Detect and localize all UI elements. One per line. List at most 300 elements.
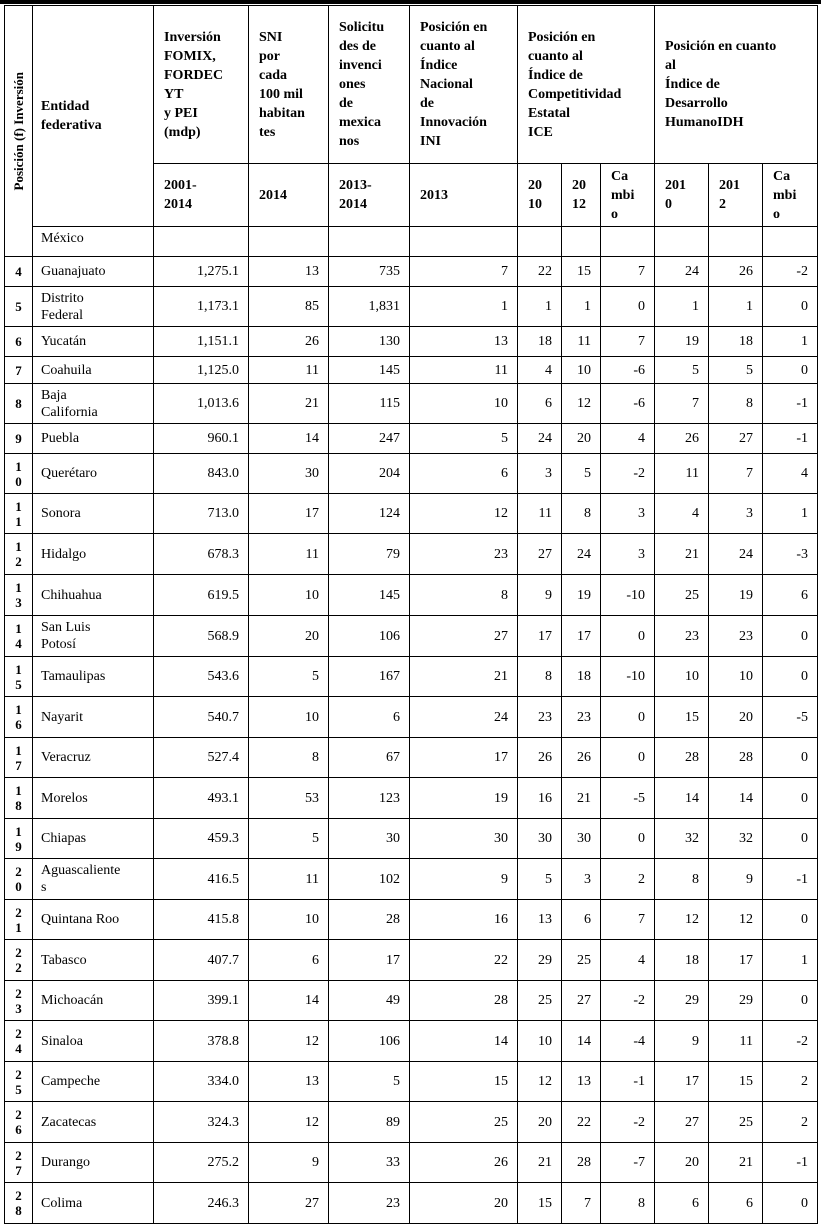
ice-change-cell: 3 xyxy=(601,534,655,575)
ice-2012-cell: 3 xyxy=(562,859,601,900)
ini-cell: 16 xyxy=(410,900,518,940)
ice-2010-cell: 25 xyxy=(518,981,562,1021)
position-cell: 2 5 xyxy=(5,1062,33,1102)
idh-2012-cell: 8 xyxy=(709,384,763,424)
entity-cell: San Luis Potosí xyxy=(33,616,154,657)
ice-change-cell: -1 xyxy=(601,1062,655,1102)
entity-cell: Chihuahua xyxy=(33,575,154,616)
investment-cell: 324.3 xyxy=(154,1102,249,1143)
ini-cell: 5 xyxy=(410,424,518,454)
table-row xyxy=(5,384,818,424)
ice-2012-cell: 27 xyxy=(562,981,601,1021)
idh-2012-cell: 3 xyxy=(709,494,763,534)
ice-change-cell: -2 xyxy=(601,454,655,494)
ini-header: Posición en cuanto al Índice Nacional de Innovación INI xyxy=(410,6,518,164)
ice-2010-cell: 30 xyxy=(518,819,562,859)
table-row xyxy=(5,357,818,384)
entity-cell: Yucatán xyxy=(33,327,154,357)
applications-cell: 115 xyxy=(329,384,410,424)
position-cell: 6 xyxy=(5,327,33,357)
investment-cell: 960.1 xyxy=(154,424,249,454)
position-cell: 1 4 xyxy=(5,616,33,657)
ice-change-cell: -7 xyxy=(601,1143,655,1183)
sni-cell: 27 xyxy=(249,1183,329,1224)
idh-change-cell: 0 xyxy=(763,819,818,859)
entity-cell: Michoacán xyxy=(33,981,154,1021)
ini-year: 2013 xyxy=(410,164,518,227)
header-row xyxy=(5,6,818,164)
idh-change-cell: 1 xyxy=(763,494,818,534)
applications-cell: 247 xyxy=(329,424,410,454)
ice-2010: 20 10 xyxy=(518,164,562,227)
idh-change-cell: 0 xyxy=(763,287,818,327)
sni-cell: 6 xyxy=(249,940,329,981)
entity-cell: Puebla xyxy=(33,424,154,454)
entity-cell: Sonora xyxy=(33,494,154,534)
sni-cell: 12 xyxy=(249,1021,329,1062)
idh-2012-cell: 6 xyxy=(709,1183,763,1224)
table-row xyxy=(5,778,818,819)
ice-change-cell: 8 xyxy=(601,1183,655,1224)
sni-cell: 30 xyxy=(249,454,329,494)
ice-change-cell: 7 xyxy=(601,257,655,287)
entity-cell: Tamaulipas xyxy=(33,657,154,697)
idh-change-cell: 0 xyxy=(763,616,818,657)
ice-2010-cell: 15 xyxy=(518,1183,562,1224)
investment-cell: 459.3 xyxy=(154,819,249,859)
ice-change-cell: 3 xyxy=(601,494,655,534)
ice-2012-cell: 26 xyxy=(562,738,601,778)
ice-change-cell: 7 xyxy=(601,327,655,357)
ice-2010-cell: 5 xyxy=(518,859,562,900)
idh-2012-cell: 17 xyxy=(709,940,763,981)
ice-change-cell: 0 xyxy=(601,819,655,859)
idh-2012: 201 2 xyxy=(709,164,763,227)
entity-cell: Durango xyxy=(33,1143,154,1183)
ice-2012-cell: 15 xyxy=(562,257,601,287)
table-row xyxy=(5,424,818,454)
sni-cell: 10 xyxy=(249,575,329,616)
applications-cell: 28 xyxy=(329,900,410,940)
table-row xyxy=(5,738,818,778)
ice-change-cell: -2 xyxy=(601,981,655,1021)
ice-2012-cell: 19 xyxy=(562,575,601,616)
ice-change-cell: 4 xyxy=(601,424,655,454)
idh-2010-cell: 29 xyxy=(655,981,709,1021)
sni-cell: 11 xyxy=(249,534,329,575)
ice-2010-cell: 20 xyxy=(518,1102,562,1143)
idh-2012-cell: 14 xyxy=(709,778,763,819)
ini-cell: 28 xyxy=(410,981,518,1021)
applications-cell: 1,831 xyxy=(329,287,410,327)
ice-2012-cell: 6 xyxy=(562,900,601,940)
ice-2012-cell: 7 xyxy=(562,1183,601,1224)
position-header-label: Posición (f) Inversión xyxy=(11,71,26,191)
investment-cell: 568.9 xyxy=(154,616,249,657)
idh-change-cell: -2 xyxy=(763,257,818,287)
idh-change-cell: 0 xyxy=(763,657,818,697)
idh-2010-cell: 21 xyxy=(655,534,709,575)
idh-change-cell: 6 xyxy=(763,575,818,616)
idh-2010-cell: 14 xyxy=(655,778,709,819)
applications-cell: 67 xyxy=(329,738,410,778)
investment-cell: 415.8 xyxy=(154,900,249,940)
applications-cell: 102 xyxy=(329,859,410,900)
applications-cell: 124 xyxy=(329,494,410,534)
idh-2012-cell: 28 xyxy=(709,738,763,778)
data-table xyxy=(4,5,818,1224)
sni-header: SNI por cada 100 mil habitan tes xyxy=(249,6,329,164)
ice-header: Posición en cuanto al Índice de Competitividad Estatal ICE xyxy=(518,6,655,164)
ice-change-cell: 0 xyxy=(601,616,655,657)
idh-2010-cell: 6 xyxy=(655,1183,709,1224)
ice-change-cell: 4 xyxy=(601,940,655,981)
idh-2010-cell: 26 xyxy=(655,424,709,454)
sni-cell: 10 xyxy=(249,900,329,940)
ice-change-cell: -10 xyxy=(601,575,655,616)
ini-cell: 11 xyxy=(410,357,518,384)
ice-2010-cell: 27 xyxy=(518,534,562,575)
idh-2012-cell: 20 xyxy=(709,697,763,738)
idh-2012-cell: 25 xyxy=(709,1102,763,1143)
ice-2010-cell: 23 xyxy=(518,697,562,738)
ice-2012-cell: 18 xyxy=(562,657,601,697)
idh-2012-cell: 11 xyxy=(709,1021,763,1062)
ini-cell: 21 xyxy=(410,657,518,697)
idh-change-cell: 4 xyxy=(763,454,818,494)
idh-change-cell: 2 xyxy=(763,1102,818,1143)
ice-2010-cell: 17 xyxy=(518,616,562,657)
ice-2012-cell: 23 xyxy=(562,697,601,738)
investment-cell: 678.3 xyxy=(154,534,249,575)
ice-2012-cell: 25 xyxy=(562,940,601,981)
ice-2012-cell: 17 xyxy=(562,616,601,657)
investment-cell: 843.0 xyxy=(154,454,249,494)
applications-cell: 106 xyxy=(329,1021,410,1062)
ini-cell: 20 xyxy=(410,1183,518,1224)
idh-change-cell: -3 xyxy=(763,534,818,575)
position-cell: 2 6 xyxy=(5,1102,33,1143)
idh-2010-cell: 8 xyxy=(655,859,709,900)
entity-cell: Campeche xyxy=(33,1062,154,1102)
idh-2012-cell: 24 xyxy=(709,534,763,575)
ini-cell: 17 xyxy=(410,738,518,778)
position-cell: 2 2 xyxy=(5,940,33,981)
sni-cell: 5 xyxy=(249,819,329,859)
applications-cell: 89 xyxy=(329,1102,410,1143)
sni-cell: 9 xyxy=(249,1143,329,1183)
idh-2012-cell: 29 xyxy=(709,981,763,1021)
investment-cell: 1,151.1 xyxy=(154,327,249,357)
applications-cell: 106 xyxy=(329,616,410,657)
entity-cell: Hidalgo xyxy=(33,534,154,575)
position-cell: 4 xyxy=(5,257,33,287)
position-cell: 2 3 xyxy=(5,981,33,1021)
idh-2010-cell: 25 xyxy=(655,575,709,616)
applications-cell: 79 xyxy=(329,534,410,575)
table-row xyxy=(5,981,818,1021)
applications-cell: 33 xyxy=(329,1143,410,1183)
ice-2010-cell: 11 xyxy=(518,494,562,534)
ice-2010-cell: 13 xyxy=(518,900,562,940)
ice-2012-cell: 24 xyxy=(562,534,601,575)
idh-2010-cell: 32 xyxy=(655,819,709,859)
idh-change-cell: -5 xyxy=(763,697,818,738)
position-cell: 2 0 xyxy=(5,859,33,900)
investment-cell: 1,173.1 xyxy=(154,287,249,327)
ice-2012-cell: 22 xyxy=(562,1102,601,1143)
table-row xyxy=(5,657,818,697)
table-row xyxy=(5,819,818,859)
applications-years: 2013- 2014 xyxy=(329,164,410,227)
applications-cell: 145 xyxy=(329,357,410,384)
position-cell: 1 8 xyxy=(5,778,33,819)
sni-cell: 26 xyxy=(249,327,329,357)
idh-change-cell: 0 xyxy=(763,900,818,940)
table-row xyxy=(5,534,818,575)
entity-cell: Morelos xyxy=(33,778,154,819)
ice-2010-cell: 9 xyxy=(518,575,562,616)
idh-2010-cell: 7 xyxy=(655,384,709,424)
position-cell: 1 6 xyxy=(5,697,33,738)
investment-header: Inversión FOMIX, FORDEC YT y PEI (mdp) xyxy=(154,6,249,164)
applications-cell: 6 xyxy=(329,697,410,738)
position-cell: 1 2 xyxy=(5,534,33,575)
investment-cell: 378.8 xyxy=(154,1021,249,1062)
position-cell: 2 8 xyxy=(5,1183,33,1224)
idh-2010-cell: 23 xyxy=(655,616,709,657)
investment-years: 2001- 2014 xyxy=(154,164,249,227)
idh-change-cell: -1 xyxy=(763,384,818,424)
ice-2012: 20 12 xyxy=(562,164,601,227)
idh-change-cell: -2 xyxy=(763,1021,818,1062)
idh-change-cell: 0 xyxy=(763,738,818,778)
ice-2012-cell: 1 xyxy=(562,287,601,327)
ice-change-cell: 0 xyxy=(601,697,655,738)
entity-cell: Quintana Roo xyxy=(33,900,154,940)
entity-cell: Chiapas xyxy=(33,819,154,859)
table-row xyxy=(5,940,818,981)
ice-change-cell: -10 xyxy=(601,657,655,697)
ini-cell: 10 xyxy=(410,384,518,424)
applications-cell: 123 xyxy=(329,778,410,819)
ice-change: Ca mbi o xyxy=(601,164,655,227)
table-row xyxy=(5,494,818,534)
sni-cell: 14 xyxy=(249,424,329,454)
ice-2010-cell: 10 xyxy=(518,1021,562,1062)
table-row xyxy=(5,900,818,940)
ini-cell: 24 xyxy=(410,697,518,738)
position-cell: 1 0 xyxy=(5,454,33,494)
idh-2010-cell: 4 xyxy=(655,494,709,534)
sni-cell: 20 xyxy=(249,616,329,657)
ini-cell: 25 xyxy=(410,1102,518,1143)
mexico-row xyxy=(5,227,818,257)
table-row xyxy=(5,1021,818,1062)
entity-cell: Nayarit xyxy=(33,697,154,738)
idh-change-cell: 2 xyxy=(763,1062,818,1102)
idh-change-cell: 1 xyxy=(763,940,818,981)
idh-2010-cell: 1 xyxy=(655,287,709,327)
position-cell: 2 1 xyxy=(5,900,33,940)
position-cell: 2 7 xyxy=(5,1143,33,1183)
investment-cell: 713.0 xyxy=(154,494,249,534)
entity-cell: Coahuila xyxy=(33,357,154,384)
idh-2012-cell: 27 xyxy=(709,424,763,454)
position-cell: 2 4 xyxy=(5,1021,33,1062)
sni-cell: 10 xyxy=(249,697,329,738)
table-row xyxy=(5,616,818,657)
investment-cell: 493.1 xyxy=(154,778,249,819)
applications-cell: 204 xyxy=(329,454,410,494)
sni-cell: 11 xyxy=(249,859,329,900)
entity-cell: Distrito Federal xyxy=(33,287,154,327)
mexico-label: México xyxy=(33,227,154,257)
entity-cell: Zacatecas xyxy=(33,1102,154,1143)
applications-cell: 145 xyxy=(329,575,410,616)
applications-cell: 130 xyxy=(329,327,410,357)
entity-cell: Aguascaliente s xyxy=(33,859,154,900)
ini-cell: 30 xyxy=(410,819,518,859)
ini-cell: 27 xyxy=(410,616,518,657)
sni-cell: 21 xyxy=(249,384,329,424)
position-cell: 7 xyxy=(5,357,33,384)
ini-cell: 6 xyxy=(410,454,518,494)
ice-2010-cell: 18 xyxy=(518,327,562,357)
idh-2010-cell: 15 xyxy=(655,697,709,738)
position-cell: 5 xyxy=(5,287,33,327)
idh-change-cell: 1 xyxy=(763,327,818,357)
idh-2010-cell: 19 xyxy=(655,327,709,357)
idh-2010-cell: 11 xyxy=(655,454,709,494)
investment-cell: 1,275.1 xyxy=(154,257,249,287)
idh-2012-cell: 32 xyxy=(709,819,763,859)
idh-2012-cell: 18 xyxy=(709,327,763,357)
investment-cell: 1,013.6 xyxy=(154,384,249,424)
investment-cell: 246.3 xyxy=(154,1183,249,1224)
idh-2012-cell: 26 xyxy=(709,257,763,287)
entity-cell: Baja California xyxy=(33,384,154,424)
idh-2012-cell: 15 xyxy=(709,1062,763,1102)
idh-2010-cell: 28 xyxy=(655,738,709,778)
investment-cell: 543.6 xyxy=(154,657,249,697)
ice-2010-cell: 1 xyxy=(518,287,562,327)
investment-cell: 540.7 xyxy=(154,697,249,738)
table-row xyxy=(5,575,818,616)
table-row xyxy=(5,454,818,494)
ice-2012-cell: 14 xyxy=(562,1021,601,1062)
sni-cell: 5 xyxy=(249,657,329,697)
ice-2012-cell: 20 xyxy=(562,424,601,454)
ice-2012-cell: 8 xyxy=(562,494,601,534)
ice-2010-cell: 16 xyxy=(518,778,562,819)
ice-2010-cell: 26 xyxy=(518,738,562,778)
table-row xyxy=(5,697,818,738)
ice-2012-cell: 30 xyxy=(562,819,601,859)
applications-cell: 167 xyxy=(329,657,410,697)
top-rule xyxy=(0,0,821,4)
ice-2012-cell: 28 xyxy=(562,1143,601,1183)
position-cell: 9 xyxy=(5,424,33,454)
investment-cell: 407.7 xyxy=(154,940,249,981)
position-cell: 8 xyxy=(5,384,33,424)
ice-change-cell: -5 xyxy=(601,778,655,819)
idh-change: Ca mbi o xyxy=(763,164,818,227)
ini-cell: 22 xyxy=(410,940,518,981)
entity-cell: Guanajuato xyxy=(33,257,154,287)
table-row xyxy=(5,1062,818,1102)
idh-change-cell: -1 xyxy=(763,424,818,454)
table-row xyxy=(5,1143,818,1183)
entity-cell: Veracruz xyxy=(33,738,154,778)
ice-2012-cell: 11 xyxy=(562,327,601,357)
ice-change-cell: 0 xyxy=(601,287,655,327)
entity-cell: Querétaro xyxy=(33,454,154,494)
sni-cell: 11 xyxy=(249,357,329,384)
ini-cell: 9 xyxy=(410,859,518,900)
position-cell: 1 5 xyxy=(5,657,33,697)
idh-2012-cell: 9 xyxy=(709,859,763,900)
ice-change-cell: 2 xyxy=(601,859,655,900)
applications-cell: 23 xyxy=(329,1183,410,1224)
ice-change-cell: 0 xyxy=(601,738,655,778)
ini-cell: 12 xyxy=(410,494,518,534)
ini-cell: 26 xyxy=(410,1143,518,1183)
position-cell: 1 7 xyxy=(5,738,33,778)
idh-change-cell: 0 xyxy=(763,981,818,1021)
investment-cell: 527.4 xyxy=(154,738,249,778)
table-row xyxy=(5,287,818,327)
table-row xyxy=(5,327,818,357)
sni-cell: 13 xyxy=(249,1062,329,1102)
ice-change-cell: -6 xyxy=(601,384,655,424)
sni-cell: 12 xyxy=(249,1102,329,1143)
idh-2012-cell: 1 xyxy=(709,287,763,327)
idh-header: Posición en cuanto al Índice de Desarrollo HumanoIDH xyxy=(655,6,818,164)
ice-2010-cell: 4 xyxy=(518,357,562,384)
idh-change-cell: -1 xyxy=(763,859,818,900)
ini-cell: 13 xyxy=(410,327,518,357)
idh-2012-cell: 21 xyxy=(709,1143,763,1183)
idh-2012-cell: 23 xyxy=(709,616,763,657)
ice-2010-cell: 22 xyxy=(518,257,562,287)
table-row xyxy=(5,257,818,287)
idh-2010-cell: 10 xyxy=(655,657,709,697)
ice-2010-cell: 12 xyxy=(518,1062,562,1102)
sni-cell: 85 xyxy=(249,287,329,327)
ini-cell: 23 xyxy=(410,534,518,575)
investment-cell: 416.5 xyxy=(154,859,249,900)
applications-cell: 49 xyxy=(329,981,410,1021)
ini-cell: 1 xyxy=(410,287,518,327)
ice-change-cell: -6 xyxy=(601,357,655,384)
idh-2010-cell: 27 xyxy=(655,1102,709,1143)
ini-cell: 8 xyxy=(410,575,518,616)
ice-2010-cell: 24 xyxy=(518,424,562,454)
ice-change-cell: -2 xyxy=(601,1102,655,1143)
applications-header: Solicitu des de invenci ones de mexica nos xyxy=(329,6,410,164)
idh-change-cell: 0 xyxy=(763,778,818,819)
applications-cell: 735 xyxy=(329,257,410,287)
entity-header: Entidad federativa xyxy=(33,6,154,227)
position-cell: 1 9 xyxy=(5,819,33,859)
investment-cell: 1,125.0 xyxy=(154,357,249,384)
ice-2012-cell: 21 xyxy=(562,778,601,819)
ice-2012-cell: 10 xyxy=(562,357,601,384)
idh-2010: 201 0 xyxy=(655,164,709,227)
ice-2010-cell: 29 xyxy=(518,940,562,981)
sni-cell: 53 xyxy=(249,778,329,819)
